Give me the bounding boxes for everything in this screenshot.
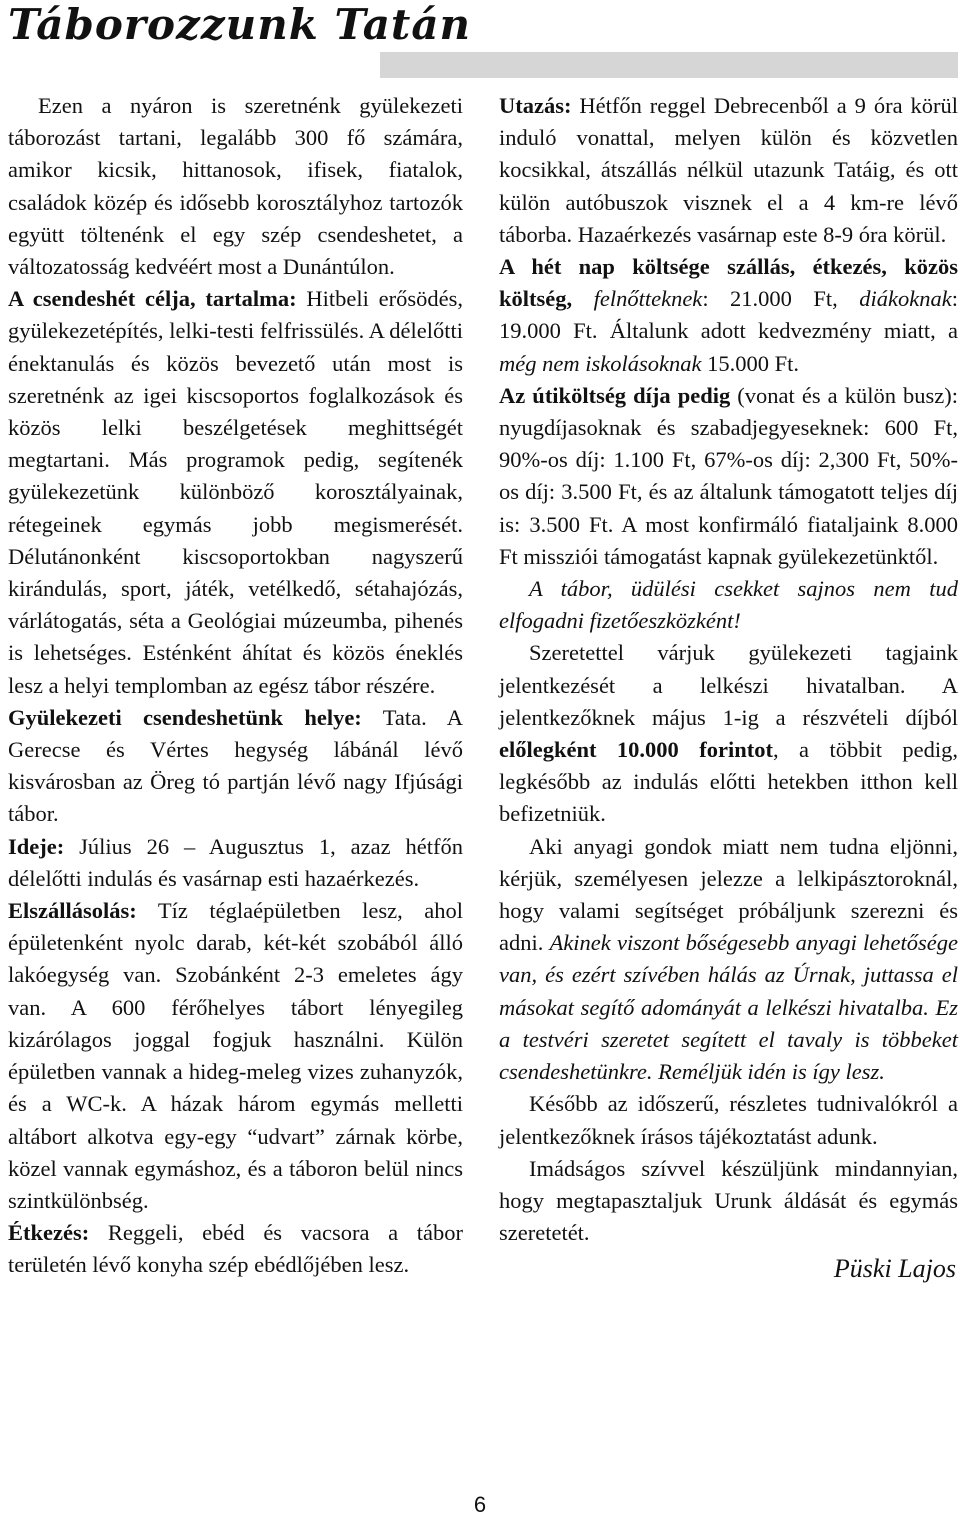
student-price: : 19.000 Ft. Általunk adott kedvezmény miatt, a [499,286,958,344]
meals-paragraph [8,1217,463,1281]
location-label: Gyülekezeti csendeshetünk helye: [8,704,362,730]
support-paragraph [499,831,958,1089]
adult-price: : 21.000 Ft, [702,286,860,312]
accommodation-label: Elszállásolás: [8,898,137,924]
support-text: Aki anyagi gondok miatt nem tudna eljönni, kérjük, személyesen jelezze a lelkipásztoroknál, hogy valami segítséget próbáljunk szerezni és adni. [499,833,958,956]
registration-text-a: Szeretettel várjuk gyülekezeti tagjaink jelentkezését a lelkészi hivatalban. A jelentkezőknek május 1-ig a részvételi díjból [499,640,958,730]
right-column [499,90,958,1286]
donation-text: Akinek viszont bőségesebb anyagi lehetősége van, és ezért szívében hálás az Úrnak, juttassa el másokat segítő adományát a lelkészi hivatalba. Ez a testvéri szeretet segített el tavaly is többeket csendeshetünkre. Reméljük idén is így lesz. [499,930,958,1085]
page-number: 6 [473,1492,487,1517]
registration-text-b: , a többit pedig, legkésőbb az indulás előtti hetekben itthon kell befizetniük. [499,737,958,827]
meals-text: Reggeli, ebéd és vacsora a tábor területén lévő konyha szép ebédlőjében lesz. [8,1220,463,1278]
date-paragraph [8,831,463,895]
date-text: Július 26 – Augusztus 1, azaz hétfőn délelőtti indulás és vasárnap esti hazaérkezés. [8,833,463,891]
accommodation-paragraph [8,895,463,1217]
purpose-label: A csendeshét célja, tartalma: [8,286,297,312]
child-price: 15.000 Ft. [701,350,799,376]
travel-text: Hétfőn reggel Debrecenből a 9 óra körül induló vonattal, melyen külön és közvetlen kocsikkal, átszállás nélkül utazunk Tatáig, és ott külön autóbuszok visznek el a 4 km-re lévő táborba. Hazaérkezés vasárnap este 8-9 óra körül. [499,93,958,247]
registration-paragraph [499,637,958,830]
location-text: Tata. A Gerecse és Vértes hegység lábánál lévő kisvárosban az Öreg tó partján lévő nagy Ifjúsági tábor. [8,704,464,827]
intro-paragraph: Ezen a nyáron is szeretnénk gyülekezeti táborozást tartani, legalább 300 fő számára, amikor kicsik, hittanosok, ifisek, fiatalok, családok közép és idősebb korosztályhoz tartozók együtt töltenénk el egy szép csendeshetet, a változatosság kedvéért most a Dunántúlon. [8,93,463,280]
info-paragraph: Később az időszerű, részletes tudnivalókról a jelentkezőknek írásos tájékoztatást adunk. [499,1091,958,1149]
cost-paragraph [499,251,958,380]
purpose-paragraph [8,283,463,702]
adult-label: felnőtteknek [593,286,703,312]
cost-label: A hét nap költsége szállás, étkezés, közös költség, [499,254,958,312]
purpose-text: Hitbeli erősödés, gyülekezetépítés, lelki-testi felfrissülés. A délelőtti énektanulás és közös bevezető után most is szeretnénk az igei kiscsoportos foglalkozások és közös lelki beszélgetések meghittségét megtartani. Más programok pedig, segítenék gyülekezetünk különböző korosztályainak, rétegeinek egymás jobb megismerését. Délutánonként kiscsoportokban nagyszerű kirándulás, sport, játék, vetélkedő, sétahajózás, várlátogatás, séta a Geológiai múzeumba, pihenés is lehetséges. Esténként áhítat és közös éneklés lesz a helyi templomban az egész tábor részére. [8,286,463,698]
left-column [8,90,463,1282]
child-label: még nem iskolásoknak [499,350,702,376]
travel-cost-label: Az útiköltség díja pedig [499,382,731,408]
voucher-note [499,573,958,637]
meals-label: Étkezés: [8,1220,90,1246]
deposit-amount: előlegként 10.000 forintot [499,737,773,763]
student-label: diákoknak [859,286,952,312]
date-label: Ideje: [8,833,65,859]
travel-paragraph [499,90,958,251]
signature: Püski Lajos [833,1254,956,1284]
header-rule-bar [380,52,958,78]
accommodation-text: Tíz téglaépületben lesz, ahol épületenként nyolc darab, két-két szobából álló lakóegység van. Szobánként 2-3 emeletes ágy van. A 600 férőhelyes tábort lényegileg kizárólagos joggal fogjuk használni. Külön épületben vannak a hideg-meleg vizes zuhanyzók, és a WC-k. A házak három egymás melletti altábort alkotva egy-egy “udvart” zárnak körbe, közel vannak egymáshoz, és a táboron belül nincs szintkülönbség. [8,898,463,1213]
travel-cost-paragraph [499,380,958,573]
location-paragraph [8,702,463,831]
article-title: Táborozzunk Tatán [8,0,472,49]
voucher-note-text: A tábor, üdülési csekket sajnos nem tud elfogadni fizetőeszközként! [499,576,958,634]
travel-cost-text: (vonat és a külön busz): nyugdíjasoknak és szabadjegyeseknek: 600 Ft, 90%-os díj: 1.100 Ft, 67%-os díj: 2,300 Ft, 50%-os díj: 3.500 Ft, és az általunk támogatott teljes díj is: 3.500 Ft. A most konfirmáló fiataljaink 8.000 Ft missziói támogatást kapnak gyülekezetünktől. [499,382,958,569]
closing-paragraph: Imádságos szívvel készüljünk mindannyian, hogy megtapasztaljuk Urunk áldását és egymás szeretetét. [499,1155,958,1246]
travel-label: Utazás: [499,93,572,118]
